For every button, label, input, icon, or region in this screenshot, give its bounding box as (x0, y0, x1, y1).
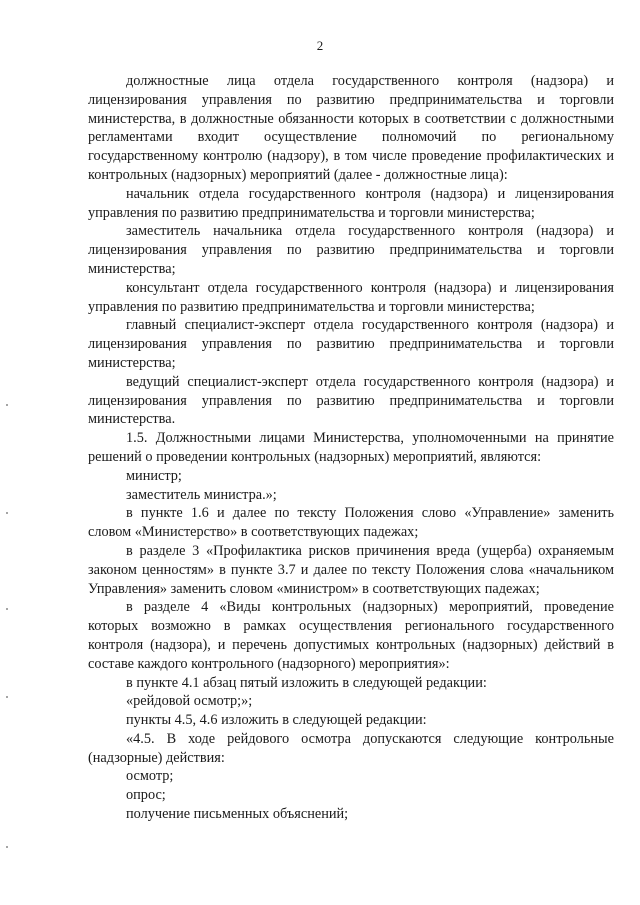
paragraph-minister: министр; (126, 467, 182, 484)
paragraph-clause-1-6: в пункте 1.6 и далее по тексту Положения слово «Управление» заменить словом «Министерство» в соответствующих падежах; (88, 505, 614, 541)
paragraph-deputy-head: заместитель начальника отдела государственного контроля (надзора) и лицензирования управления по развитию предпринимательства и торговли министерства; (88, 223, 614, 277)
paragraph-raid-inspection: «рейдовой осмотр;»; (126, 693, 253, 710)
paragraph-clause-4-1: в пункте 4.1 абзац пятый изложить в следующей редакции: (126, 674, 487, 691)
scan-edge-mark (6, 846, 8, 848)
paragraph-clause-1-5: 1.5. Должностными лицами Министерства, уполномоченными на принятие решений о проведении контрольных (надзорных) мероприятий, являются: (88, 430, 614, 465)
page-number: 2 (316, 38, 324, 53)
scan-edge-mark (6, 512, 8, 514)
paragraph-leading-specialist: ведущий специалист-эксперт отдела государственного контроля (надзора) и лицензирования управления по развитию предпринимательства и торговли министерства. (88, 373, 614, 428)
paragraph-department-head: начальник отдела государственного контроля (надзора) и лицензирования управления по развитию предпринимательства и торговли министерства; (88, 185, 614, 221)
paragraph-section-4: в разделе 4 «Виды контрольных (надзорных) мероприятий, проведение которых возможно в рамках осуществления регионального государственного контроля (надзора), и перечень допустимых контрольных (надзорных) действий в составе каждого контрольного (надзорного) мероприятия»: (88, 599, 614, 672)
paragraph-chief-specialist: главный специалист-эксперт отдела государственного контроля (надзора) и лицензирования управления по развитию предпринимательства и торговли министерства; (88, 317, 614, 371)
scan-edge-mark (6, 404, 8, 406)
paragraph-deputy-minister: заместитель министра.»; (126, 486, 277, 503)
scan-edge-mark (6, 696, 8, 698)
paragraph-survey: опрос; (126, 787, 166, 804)
paragraph-inspection: осмотр; (126, 768, 174, 785)
paragraph-consultant: консультант отдела государственного контроля (надзора) и лицензирования управления по развитию предпринимательства и торговли министерства; (88, 279, 614, 315)
paragraph-officials-intro: должностные лица отдела государственного контроля (надзора) и лицензирования управления по развитию предпринимательства и торговли министерства, в должностные обязанности которых в соответствии с должностными регламентами входит осуществление полномочий по региональному государственному контролю (надзору), в том числе проведение профилактических и контрольных (надзорных) мероприятий (далее - должностные лица): (88, 73, 614, 183)
paragraph-section-3: в разделе 3 «Профилактика рисков причинения вреда (ущерба) охраняемым законом ценностям» в пункте 3.7 и далее по тексту Положения слова «начальником Управления» заменить словом «министром» в соответствующих падежах; (88, 542, 614, 597)
scan-edge-mark (6, 608, 8, 610)
document-body (88, 72, 614, 824)
paragraph-clauses-4-5-4-6: пункты 4.5, 4.6 изложить в следующей редакции: (126, 712, 427, 729)
paragraph-clause-4-5: «4.5. В ходе рейдового осмотра допускаются следующие контрольные (надзорные) действия: (88, 730, 614, 766)
paragraph-written-explanations: получение письменных объяснений; (126, 806, 349, 823)
